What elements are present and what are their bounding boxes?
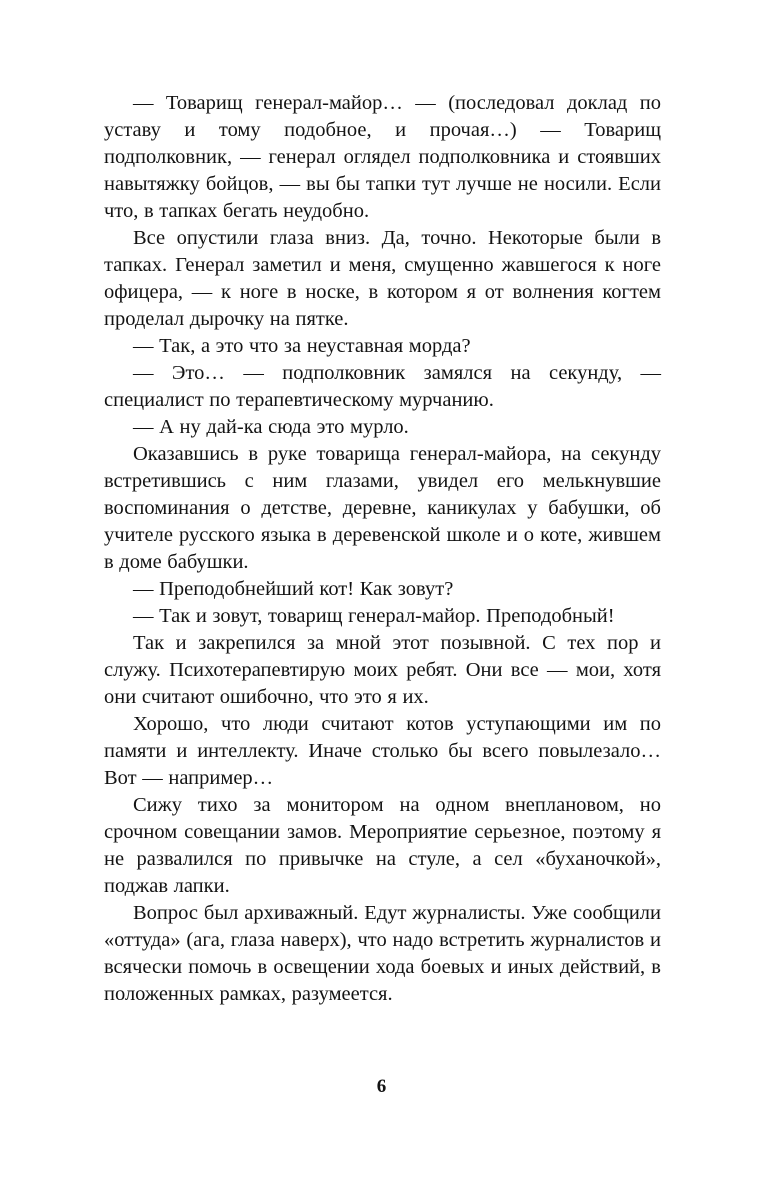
paragraph: — Так и зовут, товарищ генерал-майор. Преподобный! [133, 605, 615, 627]
paragraph: Все опустили глаза вниз. Да, точно. Некоторые были в тапках. Генерал заметил и меня, смущенно жавшегося к ноге офицера, — к ноге в носке, в котором я от волнения когтем проделал дырочку на пятке. [104, 227, 661, 330]
paragraph: — Это… — подполковник замялся на секунду, — специалист по терапевтическому мурчанию. [104, 362, 661, 411]
paragraph: — Так, а это что за неуставная морда? [133, 335, 471, 357]
paragraph: — Товарищ генерал-майор… — (последовал доклад по уставу и тому подобное, и прочая…) — Товарищ подполковник, — генерал оглядел подполковника и стоявших навытяжку бойцов, — вы бы тапки тут лучше не носили. Если что, в тапках бегать неудобно. [104, 92, 661, 222]
page-text-block [104, 90, 661, 1008]
paragraph: — А ну дай-ка сюда это мурло. [133, 416, 409, 438]
paragraph: Сижу тихо за монитором на одном внеплановом, но срочном совещании замов. Мероприятие серьезное, поэтому я не развалился по привычке на стуле, а сел «буханочкой», поджав лапки. [104, 794, 661, 897]
page-number: 6 [376, 1076, 387, 1097]
paragraph: Так и закрепился за мной этот позывной. С тех пор и служу. Психотерапевтирую моих ребят. Они все — мои, хотя они считают ошибочно, что это я их. [104, 632, 661, 708]
paragraph: — Преподобнейший кот! Как зовут? [133, 578, 454, 600]
paragraph: Вопрос был архиважный. Едут журналисты. Уже сообщили «оттуда» (ага, глаза наверх), что надо встретить журналистов и всячески помочь в освещении хода боевых и иных действий, в положенных рамках, разумеется. [104, 902, 661, 1005]
paragraph: Оказавшись в руке товарища генерал-майора, на секунду встретившись с ним глазами, увидел его мелькнувшие воспоминания о детстве, деревне, каникулах у бабушки, об учителе русского языка в деревенской школе и о коте, жившем в доме бабушки. [104, 443, 661, 573]
paragraph: Хорошо, что люди считают котов уступающими им по памяти и интеллекту. Иначе столько бы всего повылезало… Вот — например… [104, 713, 661, 789]
